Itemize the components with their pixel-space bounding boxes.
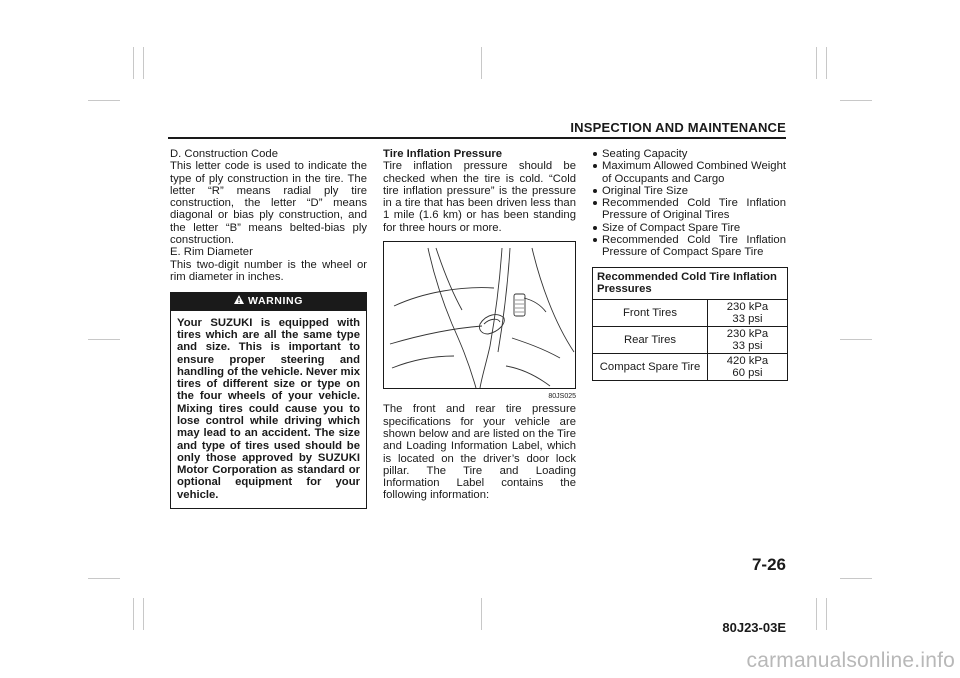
tire-pressure-table [592,267,788,381]
crop-mark [88,100,120,101]
document-code: 80J23-03E [722,620,786,635]
crop-mark [143,598,144,630]
list-item: Original Tire Size [592,185,786,197]
warning-heading: WARNING [248,295,303,308]
crop-mark [840,100,872,101]
tire-pressure: 230 kPa 33 psi [708,326,788,353]
tire-label-paragraph: The front and rear tire pressure specifications for your vehicle are shown below and are listed on the Tire and Loading Information Label, which is located on the driver’s door lock pillar. The Tire and Loading Information Label contains the following information: [383,403,576,502]
list-item: Recommended Cold Tire Inflation Pressure of Original Tires [592,197,786,222]
column-right [592,148,786,381]
tire-inflation-paragraph: Tire inflation pressure should be checked when the tire is cold. “Cold tire inflation pressure” is the pressure in a tire that has been driven less than 1 mile (1.6 km) or has been standing for three hours or more. [383,160,576,234]
list-item: Size of Compact Spare Tire [592,222,786,234]
construction-code-label: D. Construction Code [170,148,278,160]
warning-box [170,292,367,509]
warning-header [171,293,366,310]
figure-caption: 80JS025 [548,393,576,401]
crop-mark [816,598,817,630]
page-number: 7-26 [751,555,786,574]
list-item: Maximum Allowed Combined Weight of Occupants and Cargo [592,160,786,185]
section-title: INSPECTION AND MAINTENANCE [570,120,786,135]
table-row [593,353,788,380]
tire-pressure: 420 kPa 60 psi [708,353,788,380]
crop-mark [840,339,872,340]
watermark: carmanualsonline.info [746,649,955,672]
header-rule [168,137,786,139]
tire-position: Rear Tires [593,326,708,353]
crop-mark [88,578,120,579]
crop-mark [143,47,144,79]
door-pillar-label-illustration [383,241,576,389]
construction-code-text: This letter code is used to indicate the type of ply construction in the tire. The letter “R” means radial ply tire construction, the letter “D” means diagonal or bias ply construction, and the letter “B” means belted-bias ply construction. [170,160,367,247]
table-header: Recommended Cold Tire Inflation Pressures [593,267,788,299]
warning-text: Your SUZUKI is equipped with tires which are all the same type and size. This is important to ensure proper steering and handling of the vehicle. Never mix tires of different size or type on the four wheels of your vehicle. Mixing tires could cause you to lose control while driving which may lead to an accident. The size and type of tires used should be only those approved by SUZUKI Motor Corporation as standard or optional equipment for your vehicle. [177,316,360,501]
tire-pressure: 230 kPa 33 psi [708,299,788,326]
crop-mark [816,47,817,79]
label-contents-list [592,148,786,259]
table-row [593,299,788,326]
rim-diameter-text: This two-digit number is the wheel or rim diameter in inches. [170,258,367,283]
list-item: Seating Capacity [592,148,786,160]
warning-triangle-icon [234,295,244,307]
crop-mark [826,47,827,79]
column-middle [383,148,576,502]
crop-mark [481,598,482,630]
list-item: Recommended Cold Tire Inflation Pressure of Compact Spare Tire [592,234,786,259]
crop-mark [481,47,482,79]
crop-mark [133,598,134,630]
crop-mark [826,598,827,630]
crop-mark [88,339,120,340]
tire-position: Compact Spare Tire [593,353,708,380]
crop-mark [840,578,872,579]
tire-position: Front Tires [593,299,708,326]
table-row [593,326,788,353]
tire-inflation-title: Tire Inflation Pressure [383,148,503,160]
rim-diameter-label: E. Rim Diameter [170,246,253,259]
crop-mark [133,47,134,79]
column-left [170,148,367,509]
